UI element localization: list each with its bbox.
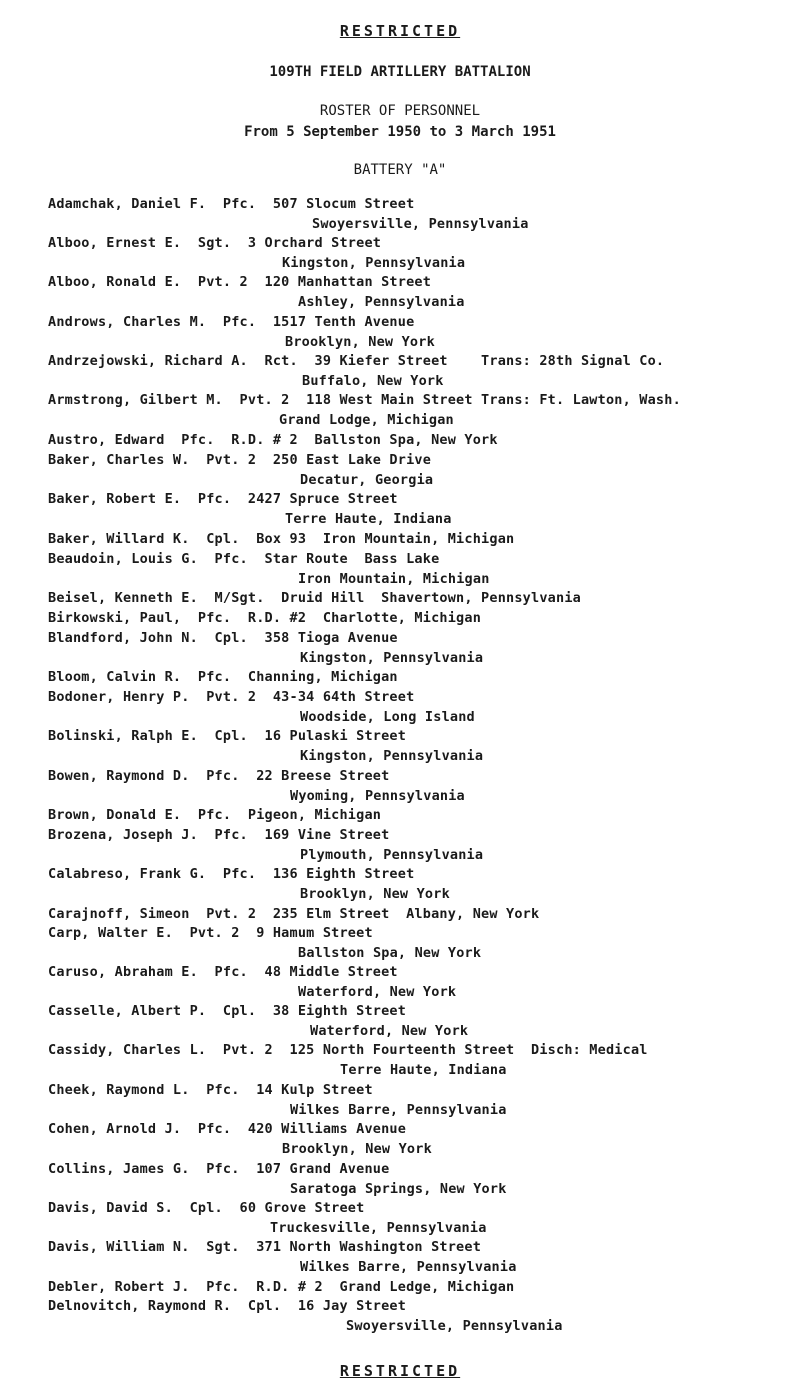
roster-entry-name-line: Beaudoin, Louis G. Pfc. Star Route Bass Lake bbox=[48, 551, 440, 567]
roster-entry-address-line: Kingston, Pennsylvania bbox=[300, 650, 484, 666]
roster-entry-address-line: Terre Haute, Indiana bbox=[340, 1062, 507, 1078]
roster-entry-name-line: Carajnoff, Simeon Pvt. 2 235 Elm Street Albany, New York bbox=[48, 906, 540, 922]
roster-entry-address-line: Ballston Spa, New York bbox=[298, 945, 482, 961]
roster-entry-address-line: Woodside, Long Island bbox=[300, 709, 475, 725]
roster-entry-name-line: Alboo, Ronald E. Pvt. 2 120 Manhattan Street bbox=[48, 274, 432, 290]
roster-entry-address-line: Grand Lodge, Michigan bbox=[279, 412, 454, 428]
roster-entry-name-line: Calabreso, Frank G. Pfc. 136 Eighth Street bbox=[48, 866, 415, 882]
roster-entry-name-line: Cohen, Arnold J. Pfc. 420 Williams Avenue bbox=[48, 1121, 407, 1137]
roster-entry-name-line: Cassidy, Charles L. Pvt. 2 125 North Fourteenth Street Disch: Medical bbox=[48, 1042, 648, 1058]
roster-entry-address-line: Brooklyn, New York bbox=[282, 1141, 432, 1157]
roster-entry-name-line: Baker, Robert E. Pfc. 2427 Spruce Street bbox=[48, 491, 398, 507]
roster-entry-name-line: Bowen, Raymond D. Pfc. 22 Breese Street bbox=[48, 768, 390, 784]
roster-entry-address-line: Brooklyn, New York bbox=[285, 334, 435, 350]
roster-entry-name-line: Brozena, Joseph J. Pfc. 169 Vine Street bbox=[48, 827, 390, 843]
roster-entry-address-line: Waterford, New York bbox=[298, 984, 457, 1000]
roster-entry-address-line: Brooklyn, New York bbox=[300, 886, 450, 902]
roster-entry-name-line: Armstrong, Gilbert M. Pvt. 2 118 West Main Street Trans: Ft. Lawton, Wash. bbox=[48, 392, 681, 408]
restricted-footer: RESTRICTED bbox=[339, 1362, 461, 1380]
roster-entry-address-line: Iron Mountain, Michigan bbox=[298, 571, 490, 587]
battery-title: BATTERY "A" bbox=[353, 162, 447, 178]
restricted-header: RESTRICTED bbox=[339, 22, 461, 40]
roster-entry-address-line: Terre Haute, Indiana bbox=[285, 511, 452, 527]
roster-entry-name-line: Brown, Donald E. Pfc. Pigeon, Michigan bbox=[48, 807, 382, 823]
roster-entry-name-line: Casselle, Albert P. Cpl. 38 Eighth Street bbox=[48, 1003, 407, 1019]
roster-entry-address-line: Wilkes Barre, Pennsylvania bbox=[300, 1259, 517, 1275]
roster-entry-name-line: Debler, Robert J. Pfc. R.D. # 2 Grand Ledge, Michigan bbox=[48, 1279, 515, 1295]
roster-entry-name-line: Andrzejowski, Richard A. Rct. 39 Kiefer Street Trans: 28th Signal Co. bbox=[48, 353, 665, 369]
roster-entry-address-line: Wyoming, Pennsylvania bbox=[290, 788, 465, 804]
roster-entry-address-line: Swoyersville, Pennsylvania bbox=[346, 1318, 563, 1334]
roster-entry-name-line: Adamchak, Daniel F. Pfc. 507 Slocum Street bbox=[48, 196, 415, 212]
roster-entry-address-line: Swoyersville, Pennsylvania bbox=[312, 216, 529, 232]
roster-entry-name-line: Collins, James G. Pfc. 107 Grand Avenue bbox=[48, 1161, 390, 1177]
unit-title: 109TH FIELD ARTILLERY BATTALION bbox=[269, 64, 531, 80]
roster-entry-name-line: Baker, Willard K. Cpl. Box 93 Iron Mountain, Michigan bbox=[48, 531, 515, 547]
roster-entry-name-line: Carp, Walter E. Pvt. 2 9 Hamum Street bbox=[48, 925, 373, 941]
roster-entry-name-line: Bolinski, Ralph E. Cpl. 16 Pulaski Street bbox=[48, 728, 407, 744]
roster-entry-name-line: Beisel, Kenneth E. M/Sgt. Druid Hill Shavertown, Pennsylvania bbox=[48, 590, 581, 606]
roster-entry-name-line: Androws, Charles M. Pfc. 1517 Tenth Avenue bbox=[48, 314, 415, 330]
roster-entry-address-line: Plymouth, Pennsylvania bbox=[300, 847, 484, 863]
roster-entry-name-line: Alboo, Ernest E. Sgt. 3 Orchard Street bbox=[48, 235, 382, 251]
roster-entry-address-line: Wilkes Barre, Pennsylvania bbox=[290, 1102, 507, 1118]
roster-entry-name-line: Austro, Edward Pfc. R.D. # 2 Ballston Spa, New York bbox=[48, 432, 498, 448]
roster-entry-name-line: Birkowski, Paul, Pfc. R.D. #2 Charlotte, Michigan bbox=[48, 610, 482, 626]
roster-entry-name-line: Cheek, Raymond L. Pfc. 14 Kulp Street bbox=[48, 1082, 373, 1098]
roster-entry-name-line: Davis, William N. Sgt. 371 North Washington Street bbox=[48, 1239, 482, 1255]
roster-entry-name-line: Baker, Charles W. Pvt. 2 250 East Lake Drive bbox=[48, 452, 432, 468]
roster-entry-address-line: Ashley, Pennsylvania bbox=[298, 294, 465, 310]
roster-entry-name-line: Bloom, Calvin R. Pfc. Channing, Michigan bbox=[48, 669, 398, 685]
roster-entry-name-line: Blandford, John N. Cpl. 358 Tioga Avenue bbox=[48, 630, 398, 646]
roster-title: ROSTER OF PERSONNEL bbox=[319, 103, 481, 119]
roster-entry-name-line: Caruso, Abraham E. Pfc. 48 Middle Street bbox=[48, 964, 398, 980]
roster-entry-address-line: Saratoga Springs, New York bbox=[290, 1181, 507, 1197]
roster-entry-address-line: Decatur, Georgia bbox=[300, 472, 434, 488]
roster-entry-address-line: Buffalo, New York bbox=[302, 373, 444, 389]
roster-entry-name-line: Davis, David S. Cpl. 60 Grove Street bbox=[48, 1200, 365, 1216]
roster-entry-name-line: Bodoner, Henry P. Pvt. 2 43-34 64th Street bbox=[48, 689, 415, 705]
roster-entry-address-line: Truckesville, Pennsylvania bbox=[270, 1220, 487, 1236]
roster-entry-address-line: Kingston, Pennsylvania bbox=[300, 748, 484, 764]
date-range: From 5 September 1950 to 3 March 1951 bbox=[244, 124, 556, 140]
roster-entry-name-line: Delnovitch, Raymond R. Cpl. 16 Jay Street bbox=[48, 1298, 407, 1314]
roster-entry-address-line: Kingston, Pennsylvania bbox=[282, 255, 466, 271]
roster-entry-address-line: Waterford, New York bbox=[310, 1023, 469, 1039]
